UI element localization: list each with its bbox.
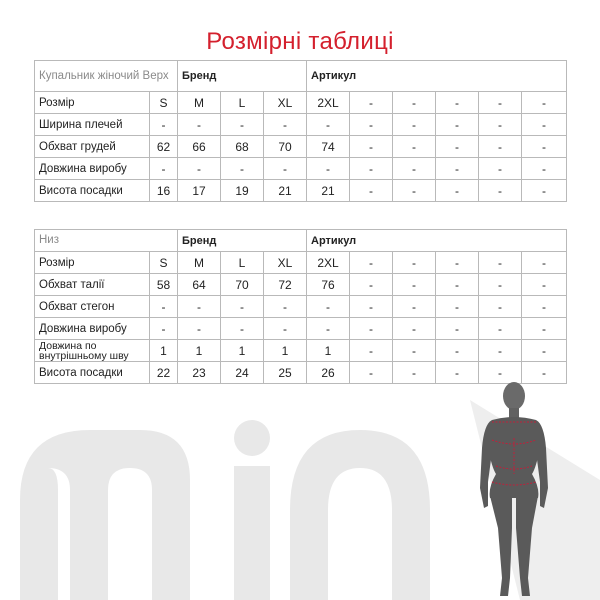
cell: - [350,296,393,318]
cell: - [479,296,522,318]
cell: - [522,114,567,136]
cell: - [178,318,221,340]
cell: XL [264,252,307,274]
cell: - [307,158,350,180]
cell: 2XL [307,252,350,274]
row-label: Розмір [35,252,150,274]
cell: - [393,158,436,180]
cell: - [479,362,522,384]
cell: - [436,340,479,362]
cell: - [436,136,479,158]
bottom-table-header-row [35,230,567,252]
cell: - [350,136,393,158]
cell: - [178,114,221,136]
cell: - [479,274,522,296]
cell: - [522,318,567,340]
top-table-header-row [35,61,567,92]
cell: - [522,296,567,318]
bottom-table-article-label: Артикул [307,230,567,252]
cell: - [522,158,567,180]
row-label: Довжина виробу [35,318,150,340]
cell: 26 [307,362,350,384]
cell: 17 [178,180,221,202]
cell: 21 [307,180,350,202]
cell: - [350,318,393,340]
cell: - [393,252,436,274]
cell: 66 [178,136,221,158]
cell: - [150,318,178,340]
cell: - [150,158,178,180]
cell: - [522,252,567,274]
cell: 58 [150,274,178,296]
cell: - [436,114,479,136]
cell: 23 [178,362,221,384]
cell: - [436,318,479,340]
cell: - [264,114,307,136]
cell: - [522,340,567,362]
cell: - [436,274,479,296]
cell: - [393,318,436,340]
row-label: Обхват талії [35,274,150,296]
row-label: Висота посадки [35,180,150,202]
cell: - [479,180,522,202]
cell: - [479,92,522,114]
table-row [35,158,567,180]
row-label: Обхват грудей [35,136,150,158]
cell: - [522,362,567,384]
cell: - [436,252,479,274]
cell: - [522,92,567,114]
cell: 1 [178,340,221,362]
page-title: Розмірні таблиці [206,28,394,55]
table-row [35,92,567,114]
cell: - [479,158,522,180]
cell: - [264,158,307,180]
row-label: Обхват стегон [35,296,150,318]
cell: - [436,296,479,318]
cell: - [522,136,567,158]
row-label: Висота посадки [35,362,150,384]
cell: - [479,318,522,340]
cell: - [350,158,393,180]
cell: S [150,92,178,114]
cell: - [221,114,264,136]
cell: - [393,362,436,384]
top-table-category: Купальник жіночий Верх [35,61,178,92]
cell: L [221,92,264,114]
cell: - [178,158,221,180]
cell: 72 [264,274,307,296]
cell: - [221,318,264,340]
cell: L [221,252,264,274]
cell: - [350,252,393,274]
table-row [35,340,567,362]
cell: 74 [307,136,350,158]
cell: - [350,180,393,202]
table-row [35,252,567,274]
table-row [35,296,567,318]
bottom-table-brand-label: Бренд [178,230,307,252]
cell: - [221,296,264,318]
table-row [35,274,567,296]
row-label: Розмір [35,92,150,114]
cell: - [221,158,264,180]
cell: - [436,158,479,180]
bottom-table-category: Низ [35,230,178,252]
cell: 2XL [307,92,350,114]
cell: - [178,296,221,318]
cell: - [522,180,567,202]
cell: - [479,114,522,136]
cell: 16 [150,180,178,202]
cell: - [350,274,393,296]
cell: 70 [221,274,264,296]
cell: - [350,340,393,362]
row-label: Ширина плечей [35,114,150,136]
cell: M [178,252,221,274]
cell: XL [264,92,307,114]
cell: - [393,136,436,158]
cell: - [150,296,178,318]
cell: - [393,114,436,136]
cell: 25 [264,362,307,384]
cell: 21 [264,180,307,202]
cell: 62 [150,136,178,158]
cell: - [436,362,479,384]
cell: 76 [307,274,350,296]
cell: - [479,136,522,158]
table-row [35,114,567,136]
table-row [35,136,567,158]
cell: - [307,318,350,340]
cell: 70 [264,136,307,158]
cell: 1 [150,340,178,362]
cell: - [350,92,393,114]
cell: - [393,296,436,318]
cell: - [393,92,436,114]
cell: M [178,92,221,114]
row-label: Довжина виробу [35,158,150,180]
cell: - [393,180,436,202]
cell: 1 [264,340,307,362]
cell: - [350,362,393,384]
top-table-brand-label: Бренд [178,61,307,92]
body-silhouette-figure [470,378,600,600]
cell: - [479,340,522,362]
cell: 1 [221,340,264,362]
cell: - [350,114,393,136]
row-label: Довжина по внутрішньому шву [35,340,150,362]
cell: - [264,296,307,318]
cell: 24 [221,362,264,384]
cell: - [307,114,350,136]
cell: - [307,296,350,318]
cell: 19 [221,180,264,202]
cell: 68 [221,136,264,158]
cell: 1 [307,340,350,362]
cell: - [436,180,479,202]
cell: - [479,252,522,274]
cell: - [393,274,436,296]
top-table-article-label: Артикул [307,61,567,92]
table-row [35,318,567,340]
cell: - [393,340,436,362]
table-row [35,180,567,202]
cell: 64 [178,274,221,296]
bottom-size-table [34,229,567,384]
top-size-table [34,60,567,202]
cell: - [522,274,567,296]
cell: S [150,252,178,274]
cell: - [264,318,307,340]
cell: 22 [150,362,178,384]
cell: - [150,114,178,136]
cell: - [436,92,479,114]
